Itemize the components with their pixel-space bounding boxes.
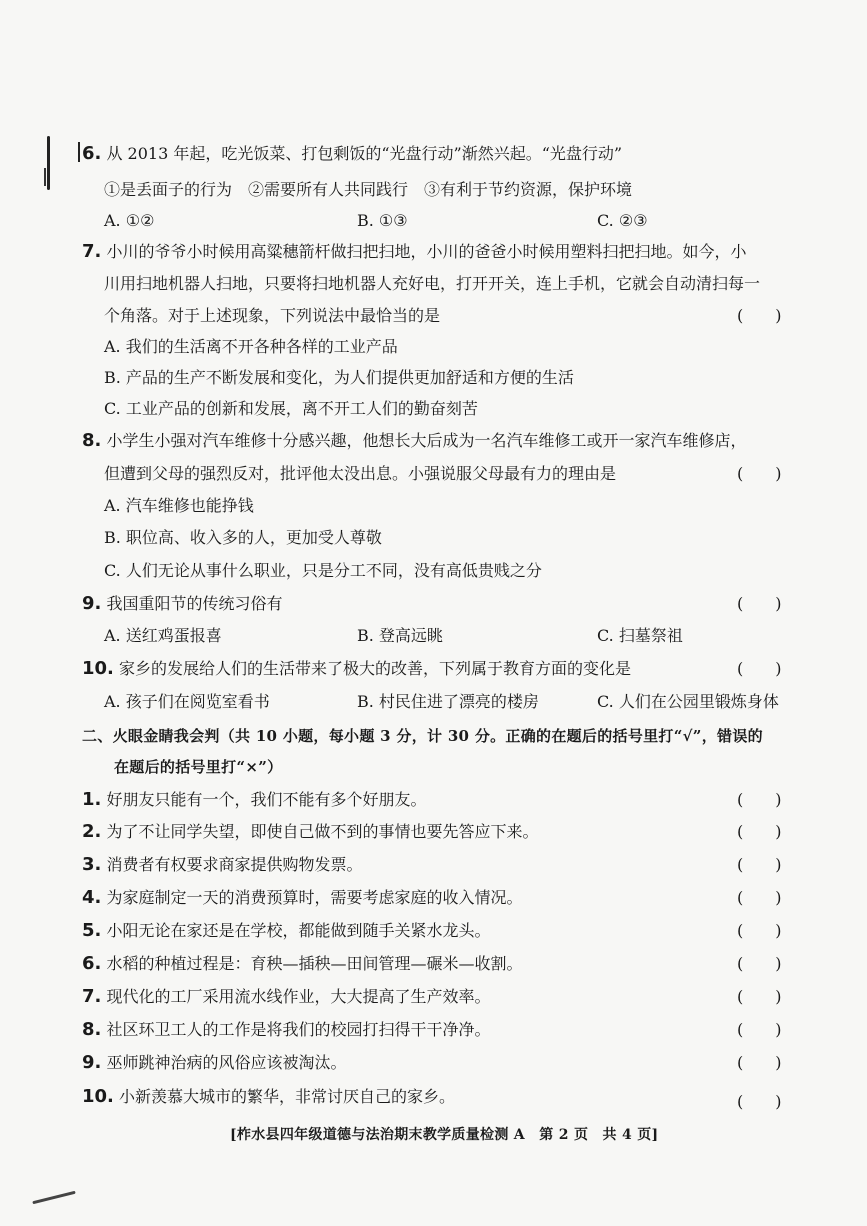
q8-stem-1: 小学生小强对汽车维修十分感兴趣，他想长大后成为一名汽车维修工或开一家汽车维修店， xyxy=(106,431,747,450)
q9-number: 9. xyxy=(82,593,102,614)
judge-7-paren[interactable]: ( ) xyxy=(737,987,782,1006)
section2-heading-cont: 在题后的括号里打“×”） xyxy=(114,758,283,776)
q9-stem: 我国重阳节的传统习俗有 xyxy=(106,594,283,613)
q6-statements: ①是丢面子的行为 ②需要所有人共同践行 ③有利于节约资源，保护环境 xyxy=(104,180,633,199)
q10-answer-paren[interactable]: ( ) xyxy=(737,659,782,678)
q7-option-a[interactable]: A. 我们的生活离不开各种各样的工业产品 xyxy=(104,337,398,356)
q10-stem: 家乡的发展给人们的生活带来了极大的改善，下列属于教育方面的变化是 xyxy=(118,659,631,678)
judge-item-8: 8. 社区环卫工人的工作是将我们的校园打扫得干干净净。 xyxy=(82,1019,491,1040)
judge-item-5: 5. 小阳无论在家还是在学校，都能做到随手关紧水龙头。 xyxy=(82,920,491,941)
q6-option-b[interactable]: B. ①③ xyxy=(357,211,408,230)
judge-3-paren[interactable]: ( ) xyxy=(737,855,782,874)
question-bar-mark xyxy=(78,142,80,162)
judge-item-1: 1. 好朋友只能有一个，我们不能有多个好朋友。 xyxy=(82,789,427,810)
q8-stem-line-2: 但遭到父母的强烈反对，批评他太没出息。小强说服父母最有力的理由是 xyxy=(104,464,617,483)
q8-answer-paren[interactable]: ( ) xyxy=(737,464,782,483)
judge-8-paren[interactable]: ( ) xyxy=(737,1020,782,1039)
q9-option-a[interactable]: A. 送红鸡蛋报喜 xyxy=(104,626,222,645)
q6-option-c[interactable]: C. ②③ xyxy=(597,211,648,230)
q10-stem-line xyxy=(82,657,631,681)
margin-mark xyxy=(47,136,50,190)
q6-stem: 从 2013 年起，吃光饭菜、打包剩饭的“光盘行动”渐然兴起。“光盘行动” xyxy=(106,144,623,163)
judge-item-4: 4. 为家庭制定一天的消费预算时，需要考虑家庭的收入情况。 xyxy=(82,887,523,908)
judge-9-paren[interactable]: ( ) xyxy=(737,1053,782,1072)
judge-6-paren[interactable]: ( ) xyxy=(737,954,782,973)
q7-number: 7. xyxy=(82,241,102,262)
q7-stem-line-2: 川用扫地机器人扫地，只要将扫地机器人充好电，打开开关，连上手机，它就会自动清扫每一 xyxy=(104,274,761,293)
judge-item-3: 3. 消费者有权要求商家提供购物发票。 xyxy=(82,854,363,875)
q7-option-b[interactable]: B. 产品的生产不断发展和变化，为人们提供更加舒适和方便的生活 xyxy=(104,368,574,387)
q8-stem-line-1 xyxy=(82,429,746,453)
judge-4-paren[interactable]: ( ) xyxy=(737,888,782,907)
q8-option-c[interactable]: C. 人们无论从事什么职业，只是分工不同，没有高低贵贱之分 xyxy=(104,561,542,580)
q8-option-a[interactable]: A. 汽车维修也能挣钱 xyxy=(104,496,254,515)
q7-stem-line-3: 个角落。对于上述现象，下列说法中最恰当的是 xyxy=(104,306,441,325)
q8-number: 8. xyxy=(82,430,102,451)
q10-option-c[interactable]: C. 人们在公园里锻炼身体 xyxy=(597,692,779,711)
judge-10-paren[interactable]: ( ) xyxy=(737,1092,782,1111)
judge-item-10: 10. 小新羡慕大城市的繁华，非常讨厌自己的家乡。 xyxy=(82,1086,455,1107)
judge-5-paren[interactable]: ( ) xyxy=(737,921,782,940)
q9-option-c[interactable]: C. 扫墓祭祖 xyxy=(597,626,683,645)
q7-option-c[interactable]: C. 工业产品的创新和发展，离不开工人们的勤奋刻苦 xyxy=(104,399,478,418)
page-footer: [柞水县四年级道德与法治期末教学质量检测 A 第 2 页 共 4 页] xyxy=(230,1127,659,1143)
q9-option-b[interactable]: B. 登高远眺 xyxy=(357,626,443,645)
q7-stem-line-1 xyxy=(82,240,746,264)
q9-answer-paren[interactable]: ( ) xyxy=(737,594,782,613)
q10-option-a[interactable]: A. 孩子们在阅览室看书 xyxy=(104,692,270,711)
judge-item-7: 7. 现代化的工厂采用流水线作业，大大提高了生产效率。 xyxy=(82,986,491,1007)
q8-option-b[interactable]: B. 职位高、收入多的人，更加受人尊敬 xyxy=(104,528,382,547)
judge-item-9: 9. 巫师跳神治病的风俗应该被淘汰。 xyxy=(82,1052,347,1073)
judge-2-paren[interactable]: ( ) xyxy=(737,822,782,841)
section2-heading: 二、火眼金睛我会判（共 10 小题，每小题 3 分，计 30 分。正确的在题后的括号里打“√”，错误的 xyxy=(82,727,763,745)
q6-number: 6. xyxy=(82,143,102,164)
q9-stem-line xyxy=(82,592,282,616)
q6-option-a[interactable]: A. ①② xyxy=(104,211,155,230)
pen-scribble xyxy=(32,1191,75,1205)
judge-item-6: 6. 水稻的种植过程是：育秧—插秧—田间管理—碾米—收割。 xyxy=(82,953,523,974)
judge-item-2: 2. 为了不让同学失望，即使自己做不到的事情也要先答应下来。 xyxy=(82,821,539,842)
q7-stem-1: 小川的爷爷小时候用高粱穗箭杆做扫把扫地，小川的爸爸小时候用塑料扫把扫地。如今，小 xyxy=(106,242,747,261)
q7-answer-paren[interactable]: ( ) xyxy=(737,306,782,325)
q6-stem-line xyxy=(82,142,622,166)
q10-option-b[interactable]: B. 村民住进了漂亮的楼房 xyxy=(357,692,539,711)
q10-number: 10. xyxy=(82,658,114,679)
judge-1-paren[interactable]: ( ) xyxy=(737,790,782,809)
margin-mark-small xyxy=(44,168,46,186)
